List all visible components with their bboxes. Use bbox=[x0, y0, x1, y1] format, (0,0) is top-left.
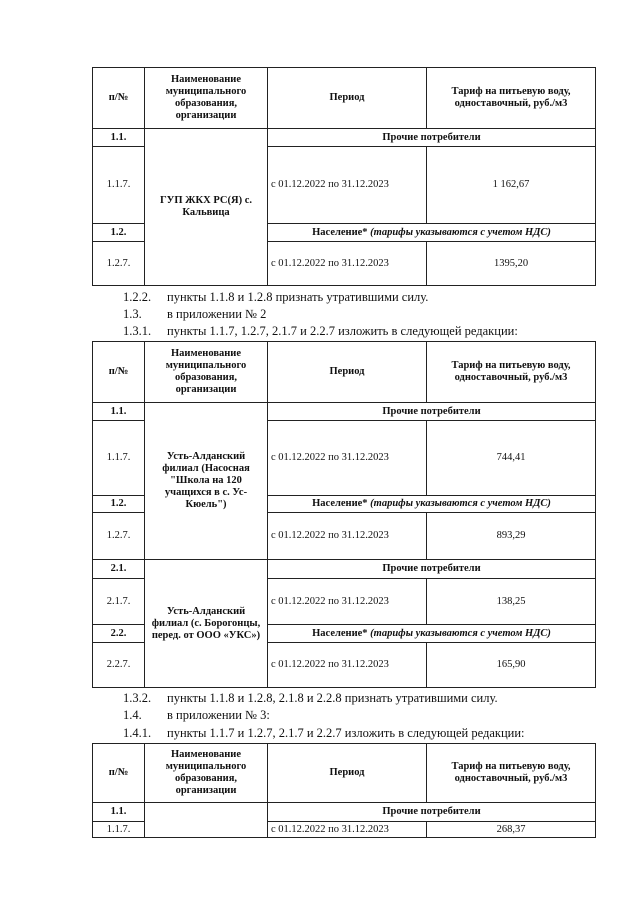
paragraph-line bbox=[123, 307, 266, 321]
population-note: (тарифы указываются с учетом НДС) bbox=[370, 498, 551, 509]
col-header-period: Период bbox=[268, 744, 427, 803]
paragraph-number: 1.4. bbox=[123, 708, 142, 722]
paragraph-number: 1.4.1. bbox=[123, 726, 152, 740]
period-cell: с 01.12.2022 по 31.12.2023 bbox=[268, 513, 427, 560]
tariff-value: 165,90 bbox=[427, 643, 596, 688]
population-label: Население* bbox=[312, 627, 368, 639]
organization-name: Усть-Алданский филиал (с. Борогонцы, перед. от ООО «УКС») bbox=[145, 560, 268, 688]
tariff-value: 1 162,67 bbox=[427, 147, 596, 224]
col-header-tariff: Тариф на питьевую воду, одноставочный, руб./м3 bbox=[427, 744, 596, 803]
table-header-row bbox=[93, 68, 596, 129]
col-header-num: п/№ bbox=[93, 68, 145, 129]
table-header-row bbox=[93, 744, 596, 803]
group-label-population bbox=[268, 496, 596, 513]
col-header-period: Период bbox=[268, 68, 427, 129]
group-label-other: Прочие потребители bbox=[268, 129, 596, 147]
period-cell: с 01.12.2022 по 31.12.2023 bbox=[268, 822, 427, 838]
col-header-num: п/№ bbox=[93, 342, 145, 403]
organization-name: Усть-Алданский филиал (Насосная "Школа на 120 учащихся в с. Ус-Кюель") bbox=[145, 403, 268, 560]
row-number: 1.2.7. bbox=[93, 513, 145, 560]
organization-name: ГУП ЖКХ РС(Я) с. Кальвица bbox=[145, 129, 268, 286]
row-number: 2.1.7. bbox=[93, 579, 145, 625]
tariff-value: 268,37 bbox=[427, 822, 596, 838]
tariff-value: 893,29 bbox=[427, 513, 596, 560]
tariff-value: 744,41 bbox=[427, 421, 596, 496]
group-label-other: Прочие потребители bbox=[268, 803, 596, 822]
col-header-org: Наименование муниципального образования, организации bbox=[145, 342, 268, 403]
tariff-value: 1395,20 bbox=[427, 242, 596, 286]
col-header-num: п/№ bbox=[93, 744, 145, 803]
col-header-tariff: Тариф на питьевую воду, одноставочный, руб./м3 bbox=[427, 68, 596, 129]
table-row bbox=[93, 803, 596, 822]
tariff-table-1 bbox=[92, 67, 596, 286]
paragraph-number: 1.2.2. bbox=[123, 290, 152, 304]
col-header-period: Период bbox=[268, 342, 427, 403]
paragraph-number: 1.3.2. bbox=[123, 691, 152, 705]
row-number: 2.2.7. bbox=[93, 643, 145, 688]
population-label: Население* bbox=[312, 498, 368, 509]
paragraph-text: пункты 1.1.7 и 1.2.7, 2.1.7 и 2.2.7 изложить в следующей редакции: bbox=[167, 726, 525, 740]
paragraph-text: пункты 1.1.8 и 1.2.8 признать утратившими силу. bbox=[167, 290, 429, 304]
population-note: (тарифы указываются с учетом НДС) bbox=[370, 627, 551, 639]
row-number: 2.2. bbox=[93, 625, 145, 643]
group-label-other: Прочие потребители bbox=[268, 560, 596, 579]
paragraph-text: в приложении № 3: bbox=[167, 708, 270, 722]
period-cell: с 01.12.2022 по 31.12.2023 bbox=[268, 579, 427, 625]
paragraph-number: 1.3. bbox=[123, 307, 142, 321]
row-number: 1.1.7. bbox=[93, 147, 145, 224]
row-number: 1.1. bbox=[93, 803, 145, 822]
table-row bbox=[93, 560, 596, 579]
paragraph-line bbox=[123, 691, 498, 705]
period-cell: с 01.12.2022 по 31.12.2023 bbox=[268, 421, 427, 496]
table-header-row bbox=[93, 342, 596, 403]
period-cell: с 01.12.2022 по 31.12.2023 bbox=[268, 643, 427, 688]
row-number: 1.2. bbox=[93, 224, 145, 242]
row-number: 1.1. bbox=[93, 129, 145, 147]
col-header-tariff: Тариф на питьевую воду, одноставочный, руб./м3 bbox=[427, 342, 596, 403]
paragraph-text: пункты 1.1.8 и 1.2.8, 2.1.8 и 2.2.8 признать утратившими силу. bbox=[167, 691, 498, 705]
group-label-population bbox=[268, 224, 596, 242]
row-number: 1.2. bbox=[93, 496, 145, 513]
row-number: 1.1.7. bbox=[93, 421, 145, 496]
paragraph-line bbox=[123, 726, 524, 740]
group-label-population bbox=[268, 625, 596, 643]
paragraph-text: в приложении № 2 bbox=[167, 307, 267, 321]
paragraph-line bbox=[123, 708, 270, 722]
paragraph-text: пункты 1.1.7, 1.2.7, 2.1.7 и 2.2.7 изложить в следующей редакции: bbox=[167, 324, 518, 338]
paragraph-number: 1.3.1. bbox=[123, 324, 152, 338]
row-number: 1.1.7. bbox=[93, 822, 145, 838]
group-label-other: Прочие потребители bbox=[268, 403, 596, 421]
row-number: 2.1. bbox=[93, 560, 145, 579]
organization-name bbox=[145, 803, 268, 838]
tariff-table-2 bbox=[92, 341, 596, 688]
col-header-org: Наименование муниципального образования, организации bbox=[145, 68, 268, 129]
period-cell: с 01.12.2022 по 31.12.2023 bbox=[268, 242, 427, 286]
table-row bbox=[93, 403, 596, 421]
table-row bbox=[93, 129, 596, 147]
period-cell: с 01.12.2022 по 31.12.2023 bbox=[268, 147, 427, 224]
population-note: (тарифы указываются с учетом НДС) bbox=[370, 226, 551, 238]
paragraph-line bbox=[123, 290, 428, 304]
paragraph-line bbox=[123, 324, 518, 338]
tariff-table-3 bbox=[92, 743, 596, 838]
col-header-org: Наименование муниципального образования, организации bbox=[145, 744, 268, 803]
row-number: 1.1. bbox=[93, 403, 145, 421]
tariff-value: 138,25 bbox=[427, 579, 596, 625]
population-label: Население* bbox=[312, 226, 368, 238]
row-number: 1.2.7. bbox=[93, 242, 145, 286]
